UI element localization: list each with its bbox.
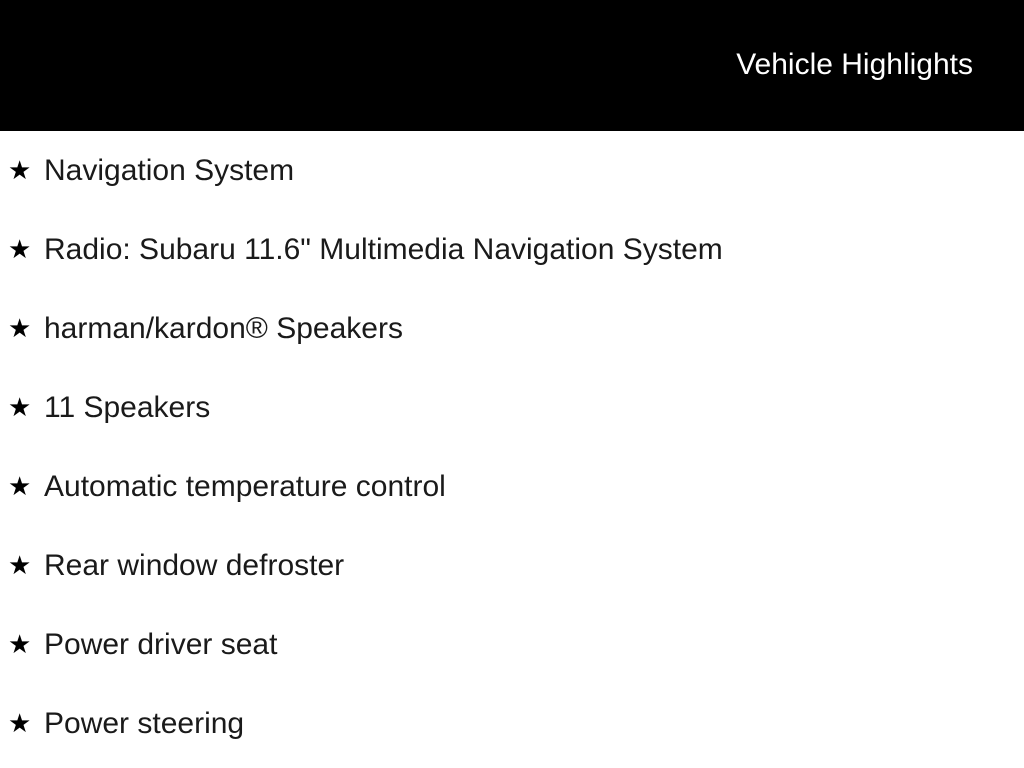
star-icon: ★ bbox=[8, 234, 32, 265]
list-item-label: Automatic temperature control bbox=[44, 469, 446, 503]
list-item-label: Radio: Subaru 11.6" Multimedia Navigation System bbox=[44, 232, 723, 266]
page-header bbox=[0, 0, 1024, 131]
list-item bbox=[0, 210, 1024, 289]
star-icon: ★ bbox=[8, 155, 32, 186]
star-icon: ★ bbox=[8, 550, 32, 581]
page-title: Vehicle Highlights bbox=[736, 48, 973, 82]
list-item-label: harman/kardon® Speakers bbox=[44, 311, 403, 345]
highlights-list bbox=[0, 131, 1024, 763]
list-item bbox=[0, 605, 1024, 684]
list-item bbox=[0, 526, 1024, 605]
list-item bbox=[0, 684, 1024, 763]
list-item-label: Rear window defroster bbox=[44, 548, 345, 582]
list-item bbox=[0, 131, 1024, 210]
list-item-label: Navigation System bbox=[44, 153, 295, 187]
list-item bbox=[0, 289, 1024, 368]
star-icon: ★ bbox=[8, 708, 32, 739]
star-icon: ★ bbox=[8, 629, 32, 660]
list-item bbox=[0, 447, 1024, 526]
list-item bbox=[0, 368, 1024, 447]
list-item-label: Power steering bbox=[44, 706, 245, 740]
star-icon: ★ bbox=[8, 313, 32, 344]
star-icon: ★ bbox=[8, 471, 32, 502]
list-item-label: 11 Speakers bbox=[44, 390, 211, 424]
star-icon: ★ bbox=[8, 392, 32, 423]
list-item-label: Power driver seat bbox=[44, 627, 278, 661]
